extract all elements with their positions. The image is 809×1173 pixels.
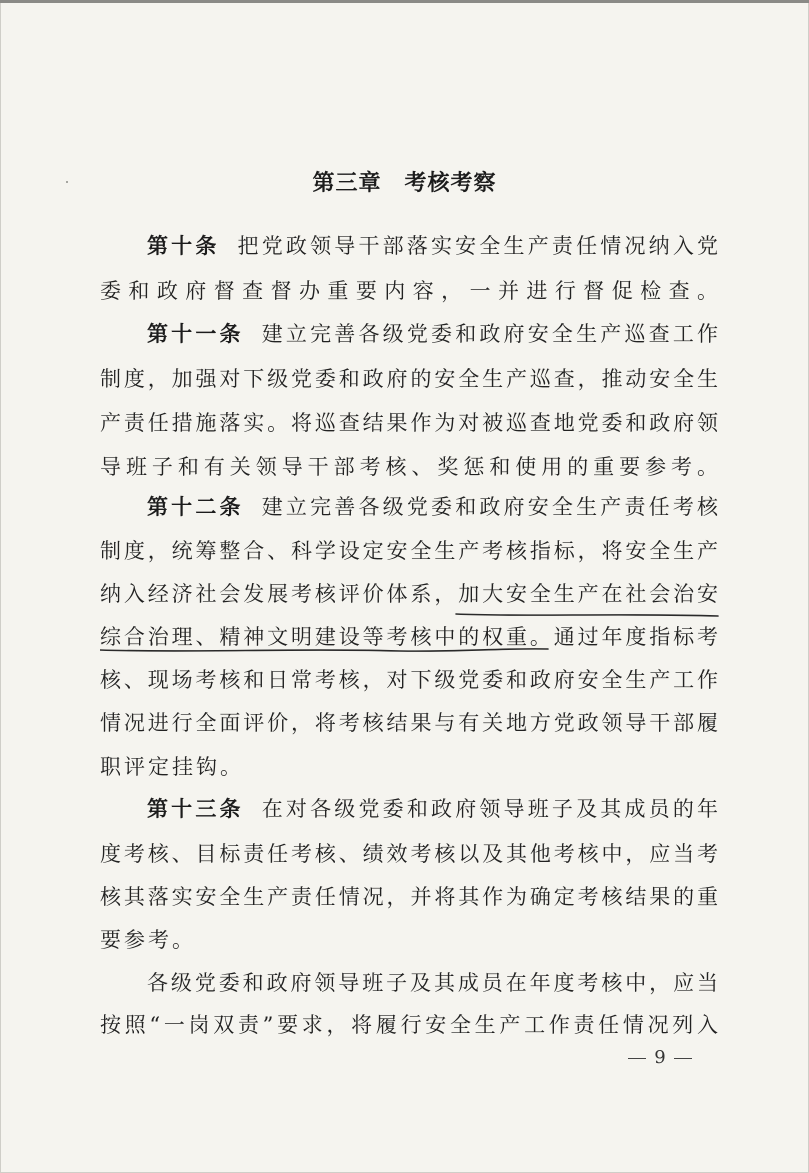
article-11-line-4: 导班子和有关领导干部考核、奖惩和使用的重要参考。 <box>100 455 718 479</box>
page-number-left-dash <box>628 1058 646 1059</box>
article-10-line-1: 第十条 把党政领导干部落实安全生产责任情况纳入党 <box>147 234 718 258</box>
page-number: 9 <box>620 1047 700 1068</box>
paragraph-line-1: 各级党委和政府领导班子及其成员在年度考核中，应当 <box>147 971 718 995</box>
article-12-line-2: 制度，统筹整合、科学设定安全生产考核指标，将安全生产 <box>100 539 718 563</box>
paragraph-line-2: 按照“一岗双责”要求，将履行安全生产工作责任情况列入 <box>100 1013 718 1037</box>
page-number-right-dash <box>674 1058 692 1059</box>
article-10-line-2: 委和政府督查督办重要内容，一并进行督促检查。 <box>100 279 718 303</box>
article-12-line-4: 综合治理、精神文明建设等考核中的权重。通过年度指标考 <box>100 625 718 649</box>
article-11-line-1: 第十一条 建立完善各级党委和政府安全生产巡查工作 <box>147 322 719 346</box>
article-13-heading: 第十三条 <box>147 797 244 821</box>
article-13-line-2: 度考核、目标责任考核、绩效考核以及其他考核中，应当考 <box>100 842 718 866</box>
article-11-heading: 第十一条 <box>147 322 244 346</box>
article-12-line-3: 纳入经济社会发展考核评价体系，加大安全生产在社会治安 <box>100 582 718 606</box>
article-13-line-3: 核其落实安全生产责任情况，并将其作为确定考核结果的重 <box>100 885 718 909</box>
article-12-line-5: 核、现场考核和日常考核，对下级党委和政府安全生产工作 <box>100 668 718 692</box>
article-11-line-3: 产责任措施落实。将巡查结果作为对被巡查地党委和政府领 <box>100 411 718 435</box>
article-10-heading: 第十条 <box>147 234 220 258</box>
article-12-line-6: 情况进行全面评价，将考核结果与有关地方党政领导干部履 <box>100 711 718 735</box>
chapter-title: 第三章 考核考察 <box>312 171 497 196</box>
article-12-line-7: 职评定挂钩。 <box>100 755 244 779</box>
article-11-line-2: 制度，加强对下级党委和政府的安全生产巡查，推动安全生 <box>100 367 718 391</box>
article-13-line-4: 要参考。 <box>100 928 196 952</box>
article-12-line-1: 第十二条 建立完善各级党委和政府安全生产责任考核 <box>147 495 719 519</box>
article-13-line-1: 第十三条 在对各级党委和政府领导班子及其成员的年 <box>147 797 719 821</box>
scan-top-edge <box>0 0 809 3</box>
article-12-heading: 第十二条 <box>147 495 244 519</box>
